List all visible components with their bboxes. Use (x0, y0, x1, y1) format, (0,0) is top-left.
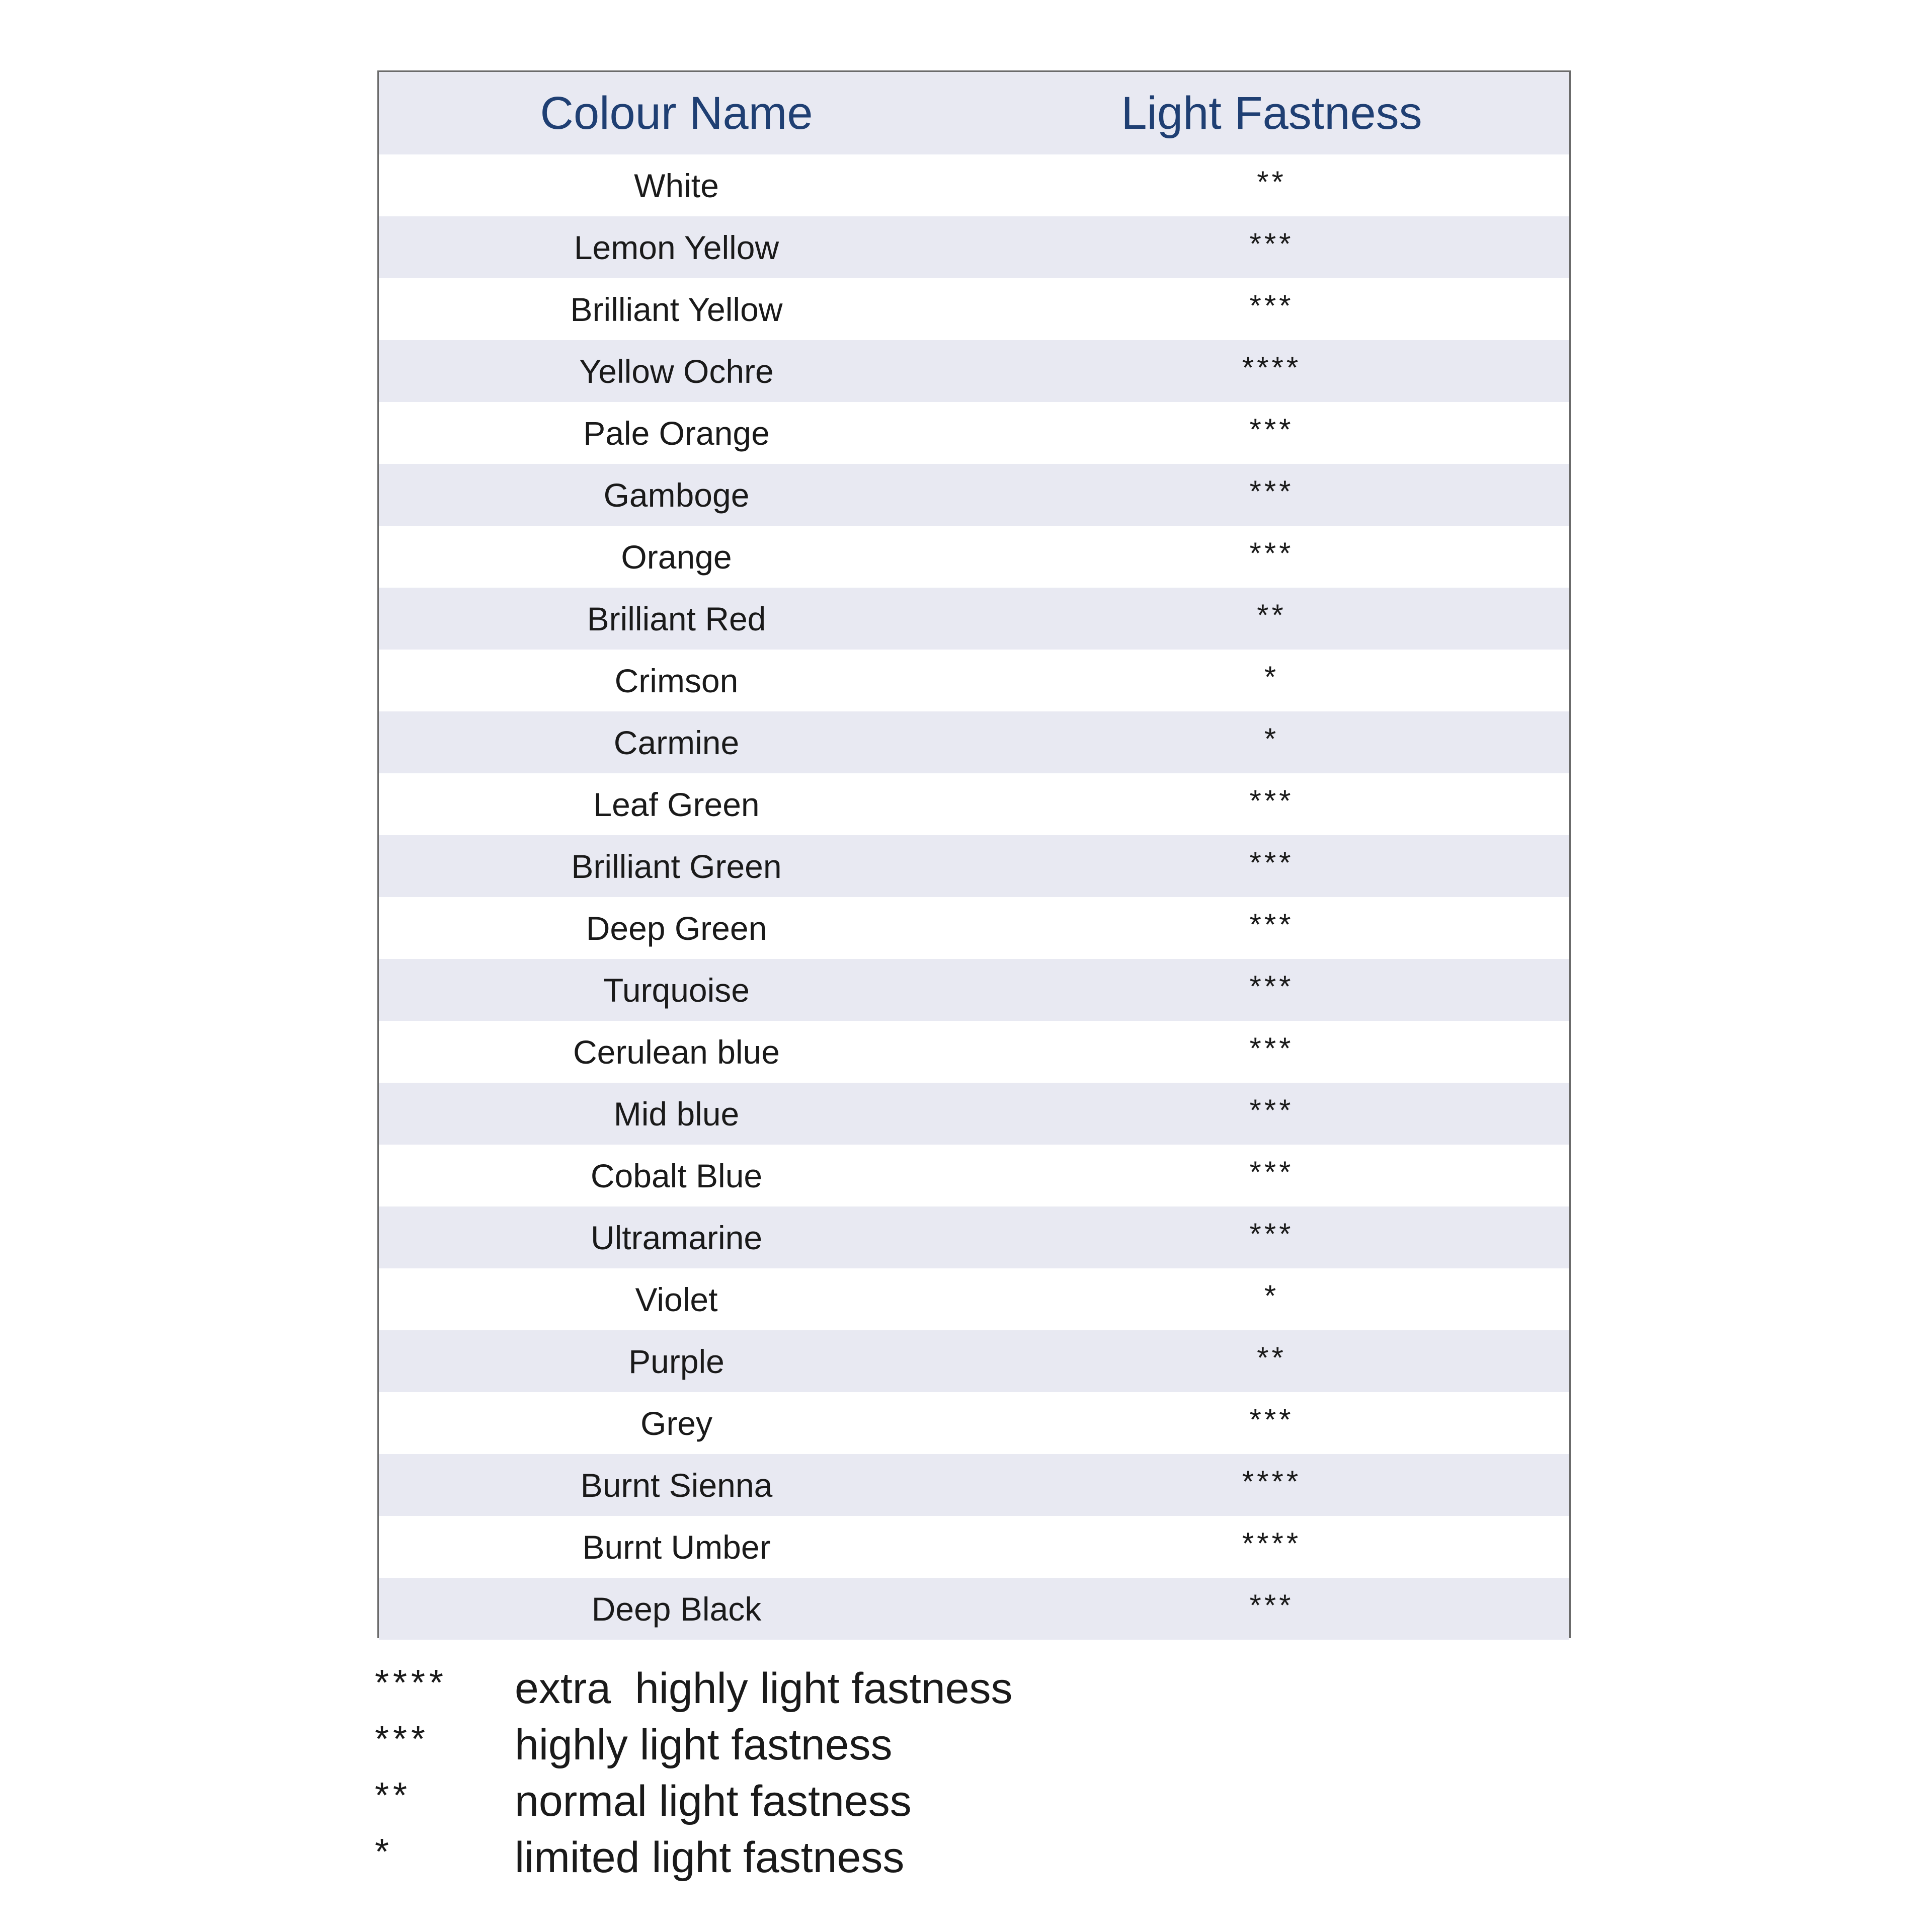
legend-item (375, 1717, 1532, 1773)
light-fastness-rating-cell: *** (1249, 908, 1294, 941)
colour-name-cell: Pale Orange (583, 414, 770, 452)
light-fastness-rating-cell: *** (1249, 784, 1294, 818)
table-row (379, 650, 1569, 711)
colour-name-cell: Gamboge (603, 476, 750, 514)
table-row (379, 216, 1569, 278)
table-body (379, 154, 1569, 1640)
table-row (379, 1392, 1569, 1454)
legend-stars: * (375, 1832, 393, 1872)
legend-stars: ** (375, 1776, 412, 1816)
colour-name-cell: Burnt Sienna (580, 1466, 773, 1504)
table-row (379, 1268, 1569, 1330)
colour-name-cell: Orange (621, 538, 732, 576)
table-row (379, 959, 1569, 1021)
table-header (379, 72, 1569, 154)
light-fastness-rating-cell: *** (1249, 413, 1294, 446)
light-fastness-rating-cell: * (1264, 660, 1279, 694)
light-fastness-rating-cell: **** (1242, 1526, 1302, 1560)
table-row (379, 897, 1569, 959)
legend-description: highly light fastness (515, 1720, 893, 1769)
table-row (379, 1021, 1569, 1083)
table-row (379, 1330, 1569, 1392)
legend-description: normal light fastness (515, 1777, 912, 1825)
table-row (379, 1083, 1569, 1145)
header-row (379, 72, 1569, 154)
colour-name-cell: Burnt Umber (582, 1528, 771, 1566)
table-row (379, 402, 1569, 464)
colour-name-cell: Leaf Green (593, 785, 760, 823)
table-row (379, 464, 1569, 526)
header-light-fastness: Light Fastness (1121, 87, 1422, 139)
table-row (379, 1206, 1569, 1268)
colour-name-cell: Grey (640, 1404, 713, 1442)
light-fastness-rating-cell: *** (1249, 1403, 1294, 1436)
table-row (379, 1454, 1569, 1516)
light-fastness-rating-cell: *** (1249, 227, 1294, 261)
legend-stars: **** (375, 1663, 448, 1703)
colour-name-cell: Purple (628, 1342, 725, 1380)
colour-name-cell: Ultramarine (590, 1219, 763, 1256)
light-fastness-rating-cell: **** (1242, 1465, 1302, 1498)
colour-name-cell: Cobalt Blue (590, 1157, 763, 1194)
rating-legend (375, 1660, 1532, 1886)
colour-name-cell: Turquoise (603, 971, 750, 1009)
table-row (379, 1516, 1569, 1578)
table-row (379, 278, 1569, 340)
colour-name-cell: Deep Green (586, 909, 767, 947)
colour-name-cell: White (634, 167, 719, 204)
legend-stars: *** (375, 1719, 430, 1759)
table-row (379, 835, 1569, 897)
colour-name-cell: Violet (635, 1280, 718, 1318)
light-fastness-rating-cell: *** (1249, 289, 1294, 323)
light-fastness-rating-cell: ** (1257, 165, 1286, 199)
table-row (379, 1578, 1569, 1640)
colour-name-cell: Carmine (613, 723, 740, 761)
light-fastness-rating-cell: *** (1249, 1093, 1294, 1127)
colour-name-cell: Crimson (614, 662, 739, 699)
legend-item (375, 1660, 1532, 1717)
light-fastness-rating-cell: *** (1249, 1155, 1294, 1189)
light-fastness-rating-cell: * (1264, 722, 1279, 756)
colour-name-cell: Deep Black (591, 1590, 762, 1628)
light-fastness-rating-cell: *** (1249, 1031, 1294, 1065)
colour-name-cell: Cerulean blue (573, 1033, 780, 1071)
light-fastness-rating-cell: ** (1257, 598, 1286, 632)
light-fastness-rating-cell: *** (1249, 970, 1294, 1003)
light-fastness-rating-cell: *** (1249, 1588, 1294, 1622)
table-row (379, 588, 1569, 650)
colour-name-cell: Lemon Yellow (574, 228, 779, 266)
colour-name-cell: Brilliant Yellow (570, 290, 783, 328)
light-fastness-rating-cell: * (1264, 1279, 1279, 1313)
table-row (379, 154, 1569, 216)
light-fastness-rating-cell: *** (1249, 474, 1294, 508)
light-fastness-rating-cell: *** (1249, 846, 1294, 879)
table-row (379, 340, 1569, 402)
colour-table (379, 72, 1569, 1640)
legend-item (375, 1829, 1532, 1886)
light-fastness-rating-cell: ** (1257, 1341, 1286, 1375)
table-row (379, 526, 1569, 588)
legend-item (375, 1773, 1532, 1829)
header-colour-name: Colour Name (540, 87, 813, 139)
table-row (379, 711, 1569, 773)
light-fastness-table (377, 70, 1571, 1638)
table-row (379, 773, 1569, 835)
colour-name-cell: Brilliant Red (587, 600, 766, 637)
colour-name-cell: Brilliant Green (571, 847, 782, 885)
legend-description: extra highly light fastness (515, 1664, 1013, 1713)
colour-name-cell: Mid blue (613, 1095, 740, 1133)
light-fastness-rating-cell: *** (1249, 1217, 1294, 1251)
light-fastness-rating-cell: *** (1249, 536, 1294, 570)
legend-description: limited light fastness (515, 1833, 905, 1882)
light-fastness-rating-cell: **** (1242, 351, 1302, 384)
colour-name-cell: Yellow Ochre (579, 352, 774, 390)
table-row (379, 1145, 1569, 1206)
